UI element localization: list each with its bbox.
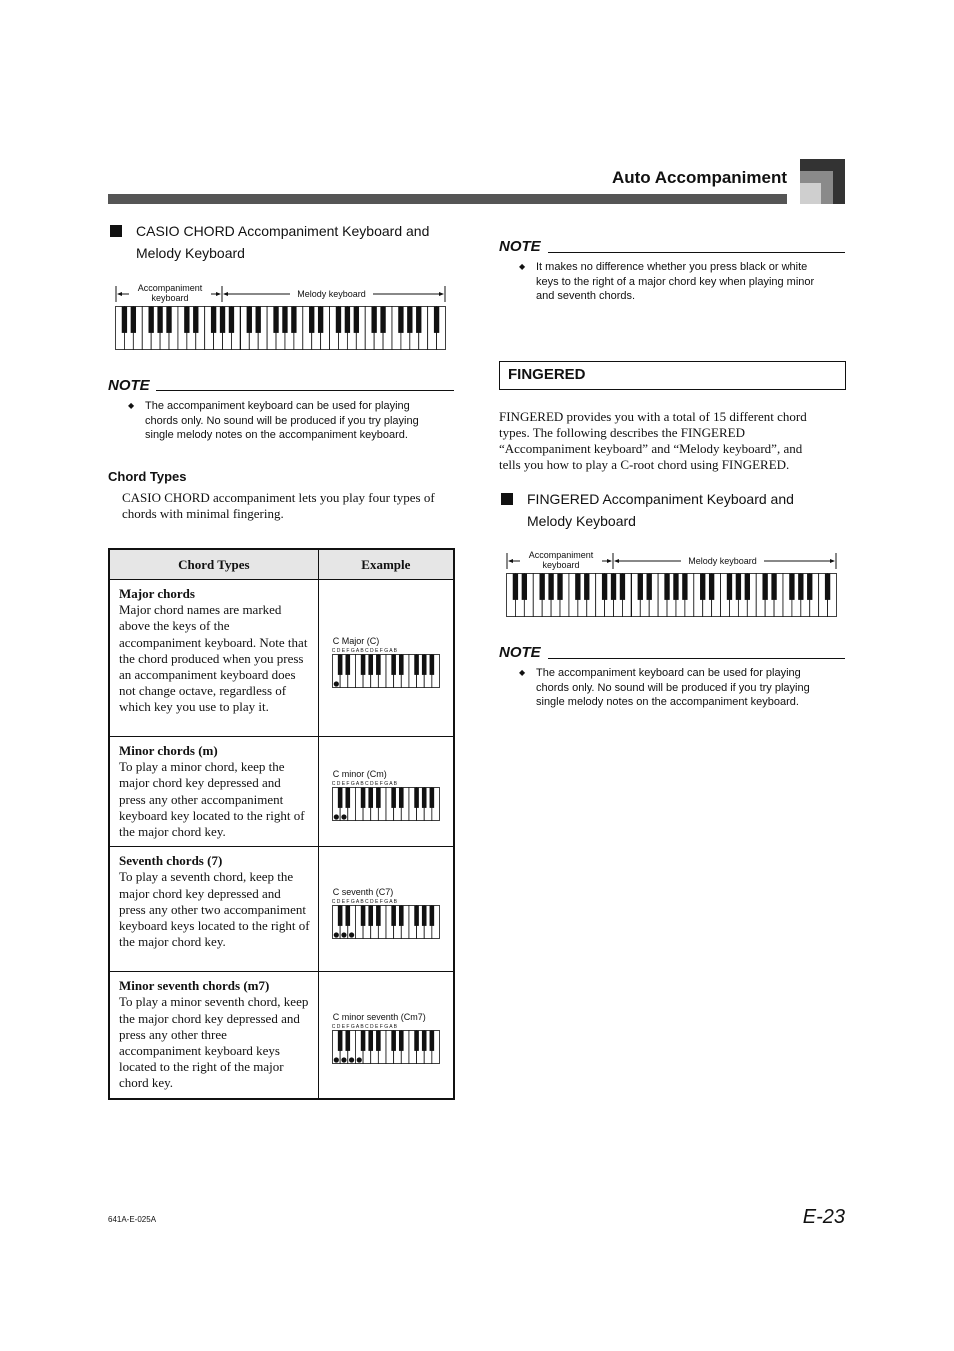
note-item: The accompaniment keyboard can be used for playing chords only. No sound will be produced if you try playing single melody notes on the accompaniment keyboard. (536, 667, 810, 708)
black-key (429, 655, 434, 675)
table-header-chord-types: Chord Types (109, 549, 318, 580)
black-key (611, 574, 616, 600)
section-tab-inner-light (800, 183, 821, 204)
note-label: NOTE (499, 238, 541, 255)
keyboard-illustration-casio (115, 282, 446, 352)
black-key (407, 307, 412, 333)
bullet-diamond-icon: ◆ (519, 668, 526, 677)
key-letters: C D E F G A B C D E F G A B (331, 648, 397, 654)
keyboard-illustration-fingered (506, 549, 837, 619)
key-letters: C D E F G A B C D E F G A B (331, 1024, 397, 1031)
section-heading-fingered: FINGERED Accompaniment Keyboard and Melody Keyboard (527, 491, 794, 529)
black-key (391, 906, 396, 926)
keyboard-range-arrows (506, 549, 837, 573)
header-bar (108, 194, 787, 204)
black-key (575, 574, 580, 600)
black-key (122, 307, 127, 333)
keyboard-keys-casio (115, 306, 446, 350)
black-key (798, 574, 803, 600)
chord-example (318, 847, 454, 972)
black-key (422, 906, 427, 926)
bullet-diamond-icon: ◆ (128, 401, 135, 410)
example-label: C seventh (C7) (332, 887, 394, 898)
black-key (429, 1031, 434, 1051)
black-key (368, 788, 373, 808)
chord-types-intro: CASIO CHORD accompaniment lets you play four types of chords with minimal fingering. (122, 490, 435, 521)
table-row (109, 972, 454, 1099)
black-key (368, 1031, 373, 1051)
black-key (584, 574, 589, 600)
table-header-row (109, 549, 454, 580)
bullet-diamond-icon: ◆ (519, 262, 526, 271)
example-label: C minor seventh (Cm7) (332, 1012, 426, 1023)
black-key (429, 906, 434, 926)
black-key (282, 307, 287, 333)
black-key (360, 1031, 365, 1051)
black-key (291, 307, 296, 333)
example-label: C Major (C) (332, 636, 380, 646)
chord-example (318, 737, 454, 847)
table-row (109, 737, 454, 847)
key-letters: C D E F G A B C D E F G A B (331, 899, 397, 906)
chord-types-heading: Chord Types (108, 469, 187, 484)
black-key (345, 1031, 350, 1051)
black-key (414, 1031, 419, 1051)
black-key (422, 788, 427, 808)
example-label: C minor (Cm) (332, 769, 387, 779)
black-key (376, 655, 381, 675)
pressed-key-dot (341, 814, 346, 819)
black-key (399, 788, 404, 808)
black-key (391, 788, 396, 808)
black-key (414, 906, 419, 926)
black-key (522, 574, 527, 600)
black-key (338, 1031, 343, 1051)
table-header-example: Example (318, 549, 454, 580)
black-key (338, 906, 343, 926)
section-bullet (110, 225, 122, 237)
black-key (131, 307, 136, 333)
pressed-key-dot (356, 1058, 361, 1063)
chord-keyboard-diagram (332, 787, 440, 821)
table-row (109, 580, 454, 737)
section-bullet (501, 493, 513, 505)
chord-description: Major chords Major chord names are marked above the keys of the accompaniment keyboard. Note that the chord produced when you press an accompaniment keyboard does not change octave, regardless of which key you use to play it. (109, 580, 318, 737)
chord-example (318, 580, 454, 737)
chord-description: Minor chords (m) To play a minor chord, keep the major chord key depressed and press any other accompaniment keyboard key located to the right of the major chord key. (109, 737, 318, 847)
note-rule (156, 390, 454, 391)
chord-keyboard-diagram (332, 905, 440, 939)
document-code: 641A-E-025A (108, 1215, 157, 1224)
black-key (736, 574, 741, 600)
keyboard-range-arrows (115, 282, 446, 306)
black-key (368, 655, 373, 675)
black-key (727, 574, 732, 600)
black-key (193, 307, 198, 333)
keyboard-keys-fingered (506, 573, 837, 617)
pressed-key-dot (333, 814, 338, 819)
black-key (220, 307, 225, 333)
black-key (360, 788, 365, 808)
pressed-key-dot (341, 1058, 346, 1063)
chord-keyboard-diagram (332, 654, 440, 688)
note-item: It makes no difference whether you press black or white keys to the right of a major chord key when playing minor and seventh chords. (536, 261, 815, 302)
melody-keyboard-label: Melody keyboard (688, 556, 757, 566)
black-key (399, 655, 404, 675)
pressed-key-dot (333, 681, 338, 686)
black-key (700, 574, 705, 600)
black-key (157, 307, 162, 333)
black-key (647, 574, 652, 600)
black-key (548, 574, 553, 600)
black-key (376, 1031, 381, 1051)
black-key (825, 574, 830, 600)
black-key (318, 307, 323, 333)
black-key (338, 655, 343, 675)
pressed-key-dot (349, 933, 354, 938)
black-key (789, 574, 794, 600)
black-key (149, 307, 154, 333)
black-key (664, 574, 669, 600)
black-key (422, 1031, 427, 1051)
fingered-title: FINGERED (508, 366, 586, 383)
melody-keyboard-label: Melody keyboard (297, 289, 366, 299)
black-key (399, 906, 404, 926)
black-key (391, 1031, 396, 1051)
page-title: Auto Accompaniment (611, 168, 787, 187)
black-key (422, 655, 427, 675)
fingered-description: FINGERED provides you with a total of 15 different chord types. The following describes the FINGERED “Accompaniment keyboard” and “Melody keyboard”, and tells you how to play a C-root chord using FINGERED. (499, 409, 807, 472)
note-label: NOTE (108, 377, 150, 394)
black-key (211, 307, 216, 333)
chord-types-table (108, 548, 455, 1100)
black-key (762, 574, 767, 600)
accomp-keyboard-label: Accompaniment keyboard (528, 550, 594, 570)
note-item: The accompaniment keyboard can be used for playing chords only. No sound will be produced if you try playing single melody notes on the accompaniment keyboard. (145, 400, 419, 441)
black-key (229, 307, 234, 333)
black-key (360, 655, 365, 675)
black-key (682, 574, 687, 600)
black-key (398, 307, 403, 333)
note-rule (548, 658, 845, 659)
table-row (109, 847, 454, 972)
black-key (376, 788, 381, 808)
black-key (709, 574, 714, 600)
black-key (771, 574, 776, 600)
black-key (273, 307, 278, 333)
page-number: E-23 (802, 1206, 845, 1228)
black-key (557, 574, 562, 600)
black-key (513, 574, 518, 600)
black-key (345, 307, 350, 333)
black-key (414, 655, 419, 675)
black-key (376, 906, 381, 926)
chord-example (318, 972, 454, 1099)
black-key (399, 1031, 404, 1051)
pressed-key-dot (341, 933, 346, 938)
black-key (673, 574, 678, 600)
pressed-key-dot (349, 1058, 354, 1063)
black-key (745, 574, 750, 600)
black-key (166, 307, 171, 333)
chord-description: Minor seventh chords (m7) To play a minor seventh chord, keep the major chord key depressed and press any other three accompaniment keyboard keys located to the right of the major chord key. (109, 972, 318, 1099)
black-key (638, 574, 643, 600)
pressed-key-dot (333, 933, 338, 938)
section-heading-casio: CASIO CHORD Accompaniment Keyboard and Melody Keyboard (136, 223, 430, 261)
black-key (345, 906, 350, 926)
black-key (345, 788, 350, 808)
black-key (391, 655, 396, 675)
black-key (309, 307, 314, 333)
black-key (429, 788, 434, 808)
black-key (368, 906, 373, 926)
key-letters: C D E F G A B C D E F G A B (331, 781, 397, 787)
chord-keyboard-diagram (332, 1030, 440, 1064)
black-key (336, 307, 341, 333)
black-key (256, 307, 261, 333)
black-key (371, 307, 376, 333)
black-key (360, 906, 365, 926)
black-key (380, 307, 385, 333)
black-key (416, 307, 421, 333)
black-key (354, 307, 359, 333)
black-key (414, 788, 419, 808)
black-key (540, 574, 545, 600)
note-rule (548, 252, 845, 253)
black-key (807, 574, 812, 600)
accomp-keyboard-label: Accompaniment keyboard (137, 283, 203, 303)
black-key (345, 655, 350, 675)
pressed-key-dot (333, 1058, 338, 1063)
black-key (338, 788, 343, 808)
black-key (247, 307, 252, 333)
chord-description: Seventh chords (7) To play a seventh chord, keep the major chord key depressed and press any other two accompaniment keyboard keys located to the right of the major chord key. (109, 847, 318, 972)
note-label: NOTE (499, 644, 541, 661)
black-key (620, 574, 625, 600)
black-key (434, 307, 439, 333)
black-key (184, 307, 189, 333)
black-key (602, 574, 607, 600)
